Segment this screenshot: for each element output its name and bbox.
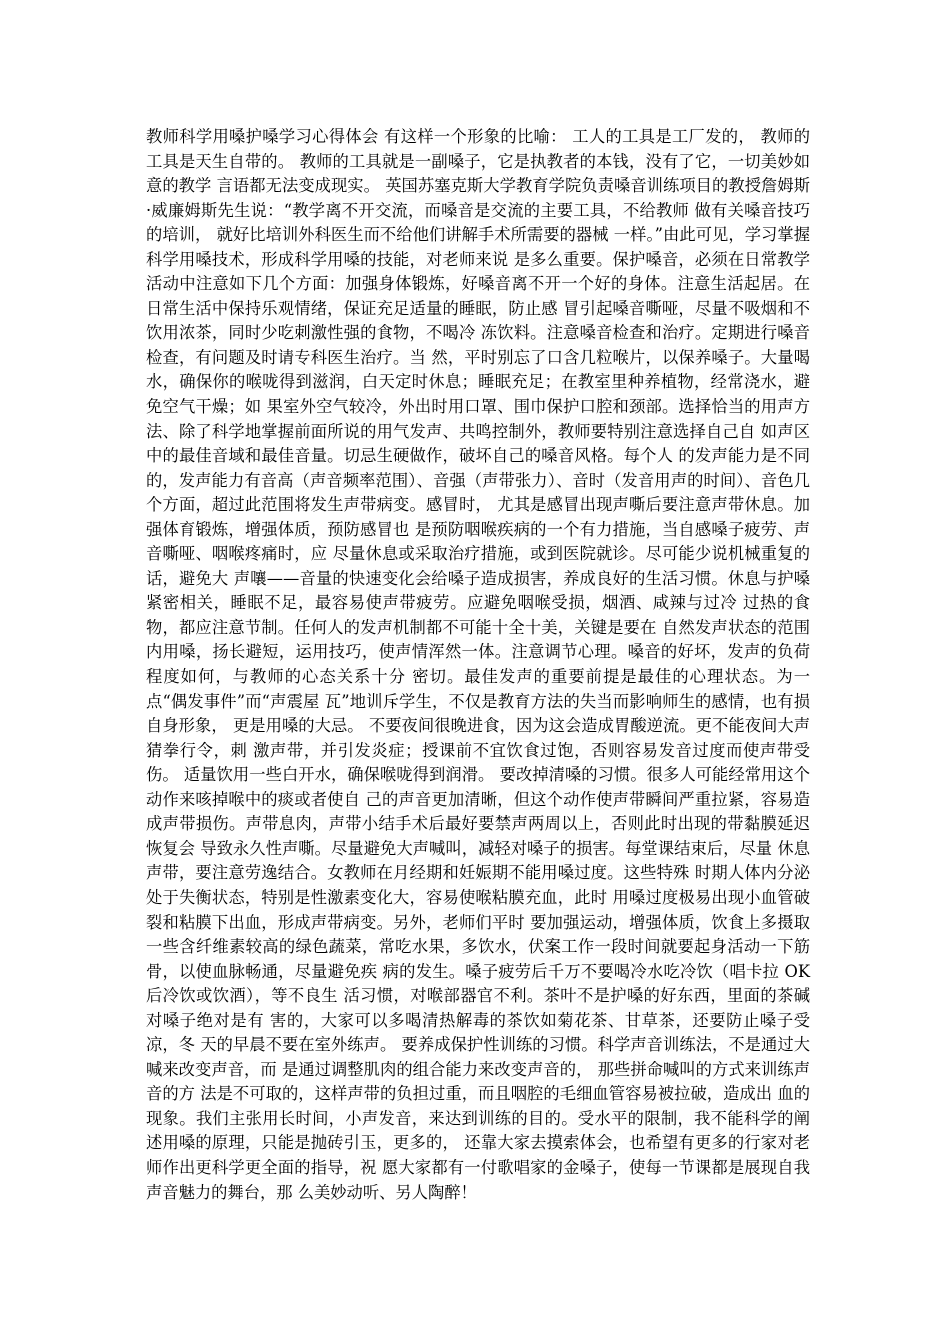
article-body-text: 教师科学用嗓护嗓学习心得体会 有这样一个形象的比喻： 工人的工具是工厂发的， 教师的工具是天生自带的。 教师的工具就是一副嗓子，它是执教者的本钱，没有了它，一切美妙如意的教学 言语都无法变成现实。 英国苏塞克斯大学教育学院负责嗓音训练项目的教授詹姆斯·威廉姆斯先生说：“教学离不开交流，而嗓音是交流的主要工具，不给教师 做有关嗓音技巧的培训， 就好比培训外科医生而不给他们讲解手术所需要的器械 一样。”由此可见，学习掌握科学用嗓技术，形成科学用嗓的技能，对老师来说 是多么重要。保护嗓音，必须在日常教学活动中注意如下几个方面：加强身体锻炼，好嗓音离不开一个好的身体。注意生活起居。在日常生活中保持乐观情绪，保证充足适量的睡眠，防止感 冒引起嗓音嘶哑，尽量不吸烟和不饮用浓茶，同时少吃刺激性强的食物，不喝冷 冻饮料。注意嗓音检查和治疗。定期进行嗓音检查，有问题及时请专科医生治疗。当 然，平时别忘了口含几粒喉片，以保养嗓子。大量喝水，确保你的喉咙得到滋润，白天定时休息；睡眠充足；在教室里种养植物，经常浇水，避免空气干燥；如 果室外空气较冷，外出时用口罩、围巾保护口腔和颈部。选择恰当的用声方法、除了科学地掌握前面所说的用气发声、共鸣控制外，教师要特别注意选择自己自 如声区中的最佳音域和最佳音量。切忌生硬做作，破坏自己的嗓音风格。每个人 的发声能力是不同的，发声能力有音高（声音频率范围）、音强（声带张力）、音时（发音用声的时间）、音色几个方面，超过此范围将发生声带病变。感冒时， 尤其是感冒出现声嘶后要注意声带休息。加强体育锻炼，增强体质，预防感冒也 是预防咽喉疾病的一个有力措施，当自感嗓子疲劳、声音嘶哑、咽喉疼痛时，应 尽量休息或采取治疗措施，或到医院就诊。尽可能少说机械重复的话，避免大 声嚷——音量的快速变化会给嗓子造成损害，养成良好的生活习惯。休息与护嗓 紧密相关，睡眠不足，最容易使声带疲劳。应避免咽喉受损，烟酒、咸辣与过冷 过热的食物，都应注意节制。任何人的发声机制都不可能十全十美，关键是要在 自然发声状态的范围内用嗓，扬长避短，运用技巧，使声情浑然一体。注意调节心理。嗓音的好坏，发声的负荷程度如何，与教师的心态关系十分 密切。最佳发声的重要前提是最佳的心理状态。为一点“偶发事件”而“声震屋 瓦”地训斥学生，不仅是教育方法的失当而影响师生的感情，也有损自身形象， 更是用嗓的大忌。 不要夜间很晚进食，因为这会造成胃酸逆流。更不能夜间大声猜拳行令，刺 激声带，并引发炎症；授课前不宜饮食过饱，否则容易发音过度而使声带受伤。 适量饮用一些白开水，确保喉咙得到润滑。 要改掉清嗓的习惯。很多人可能经常用这个动作来咳掉喉中的痰或者使自 己的声音更加清晰，但这个动作使声带瞬间严重拉紧，容易造成声带损伤。声带息肉，声带小结手术后最好要禁声两周以上，否则此时出现的带黏膜延迟恢复会 导致永久性声嘶。尽量避免大声喊叫，减轻对嗓子的损害。每堂课结束后，尽量 休息声带，要注意劳逸结合。女教师在月经期和妊娠期不能用嗓过度。这些特殊 时期人体内分泌处于失衡状态，特别是性激素变化大，容易使喉粘膜充血，此时 用嗓过度极易出现小血管破裂和粘膜下出血，形成声带病变。另外，老师们平时 要加强运动，增强体质，饮食上多摄取一些含纤维素较高的绿色蔬菜，常吃水果，多饮水，伏案工作一段时间就要起身活动一下筋骨，以使血脉畅通，尽量避免疾 病的发生。嗓子疲劳后千万不要喝冷水吃冷饮（唱卡拉 OK 后冷饮或饮酒），等不良生 活习惯，对喉部器官不利。茶叶不是护嗓的好东西，里面的茶碱对嗓子绝对是有 害的，大家可以多喝清热解毒的茶饮如菊花茶、甘草茶，还要防止嗓子受凉，冬 天的早晨不要在室外练声。 要养成保护性训练的习惯。科学声音训练法，不是通过大喊来改变声音，而 是通过调整肌肉的组合能力来改变声音的， 那些拼命喊叫的方式来训练声音的方 法是不可取的，这样声带的负担过重，而且咽腔的毛细血管容易被拉破，造成出 血的现象。我们主张用长时间，小声发音，来达到训练的目的。受水平的限制，我不能科学的阐述用嗓的原理，只能是抛砖引玉，更多的， 还靠大家去摸索体会，也希望有更多的行家对老师作出更科学更全面的指导，祝 愿大家都有一付歌唱家的金嗓子，使每一节课都是展现自我声音魅力的舞台，那 么美妙动听、另人陶醉！ [146, 127, 810, 1202]
